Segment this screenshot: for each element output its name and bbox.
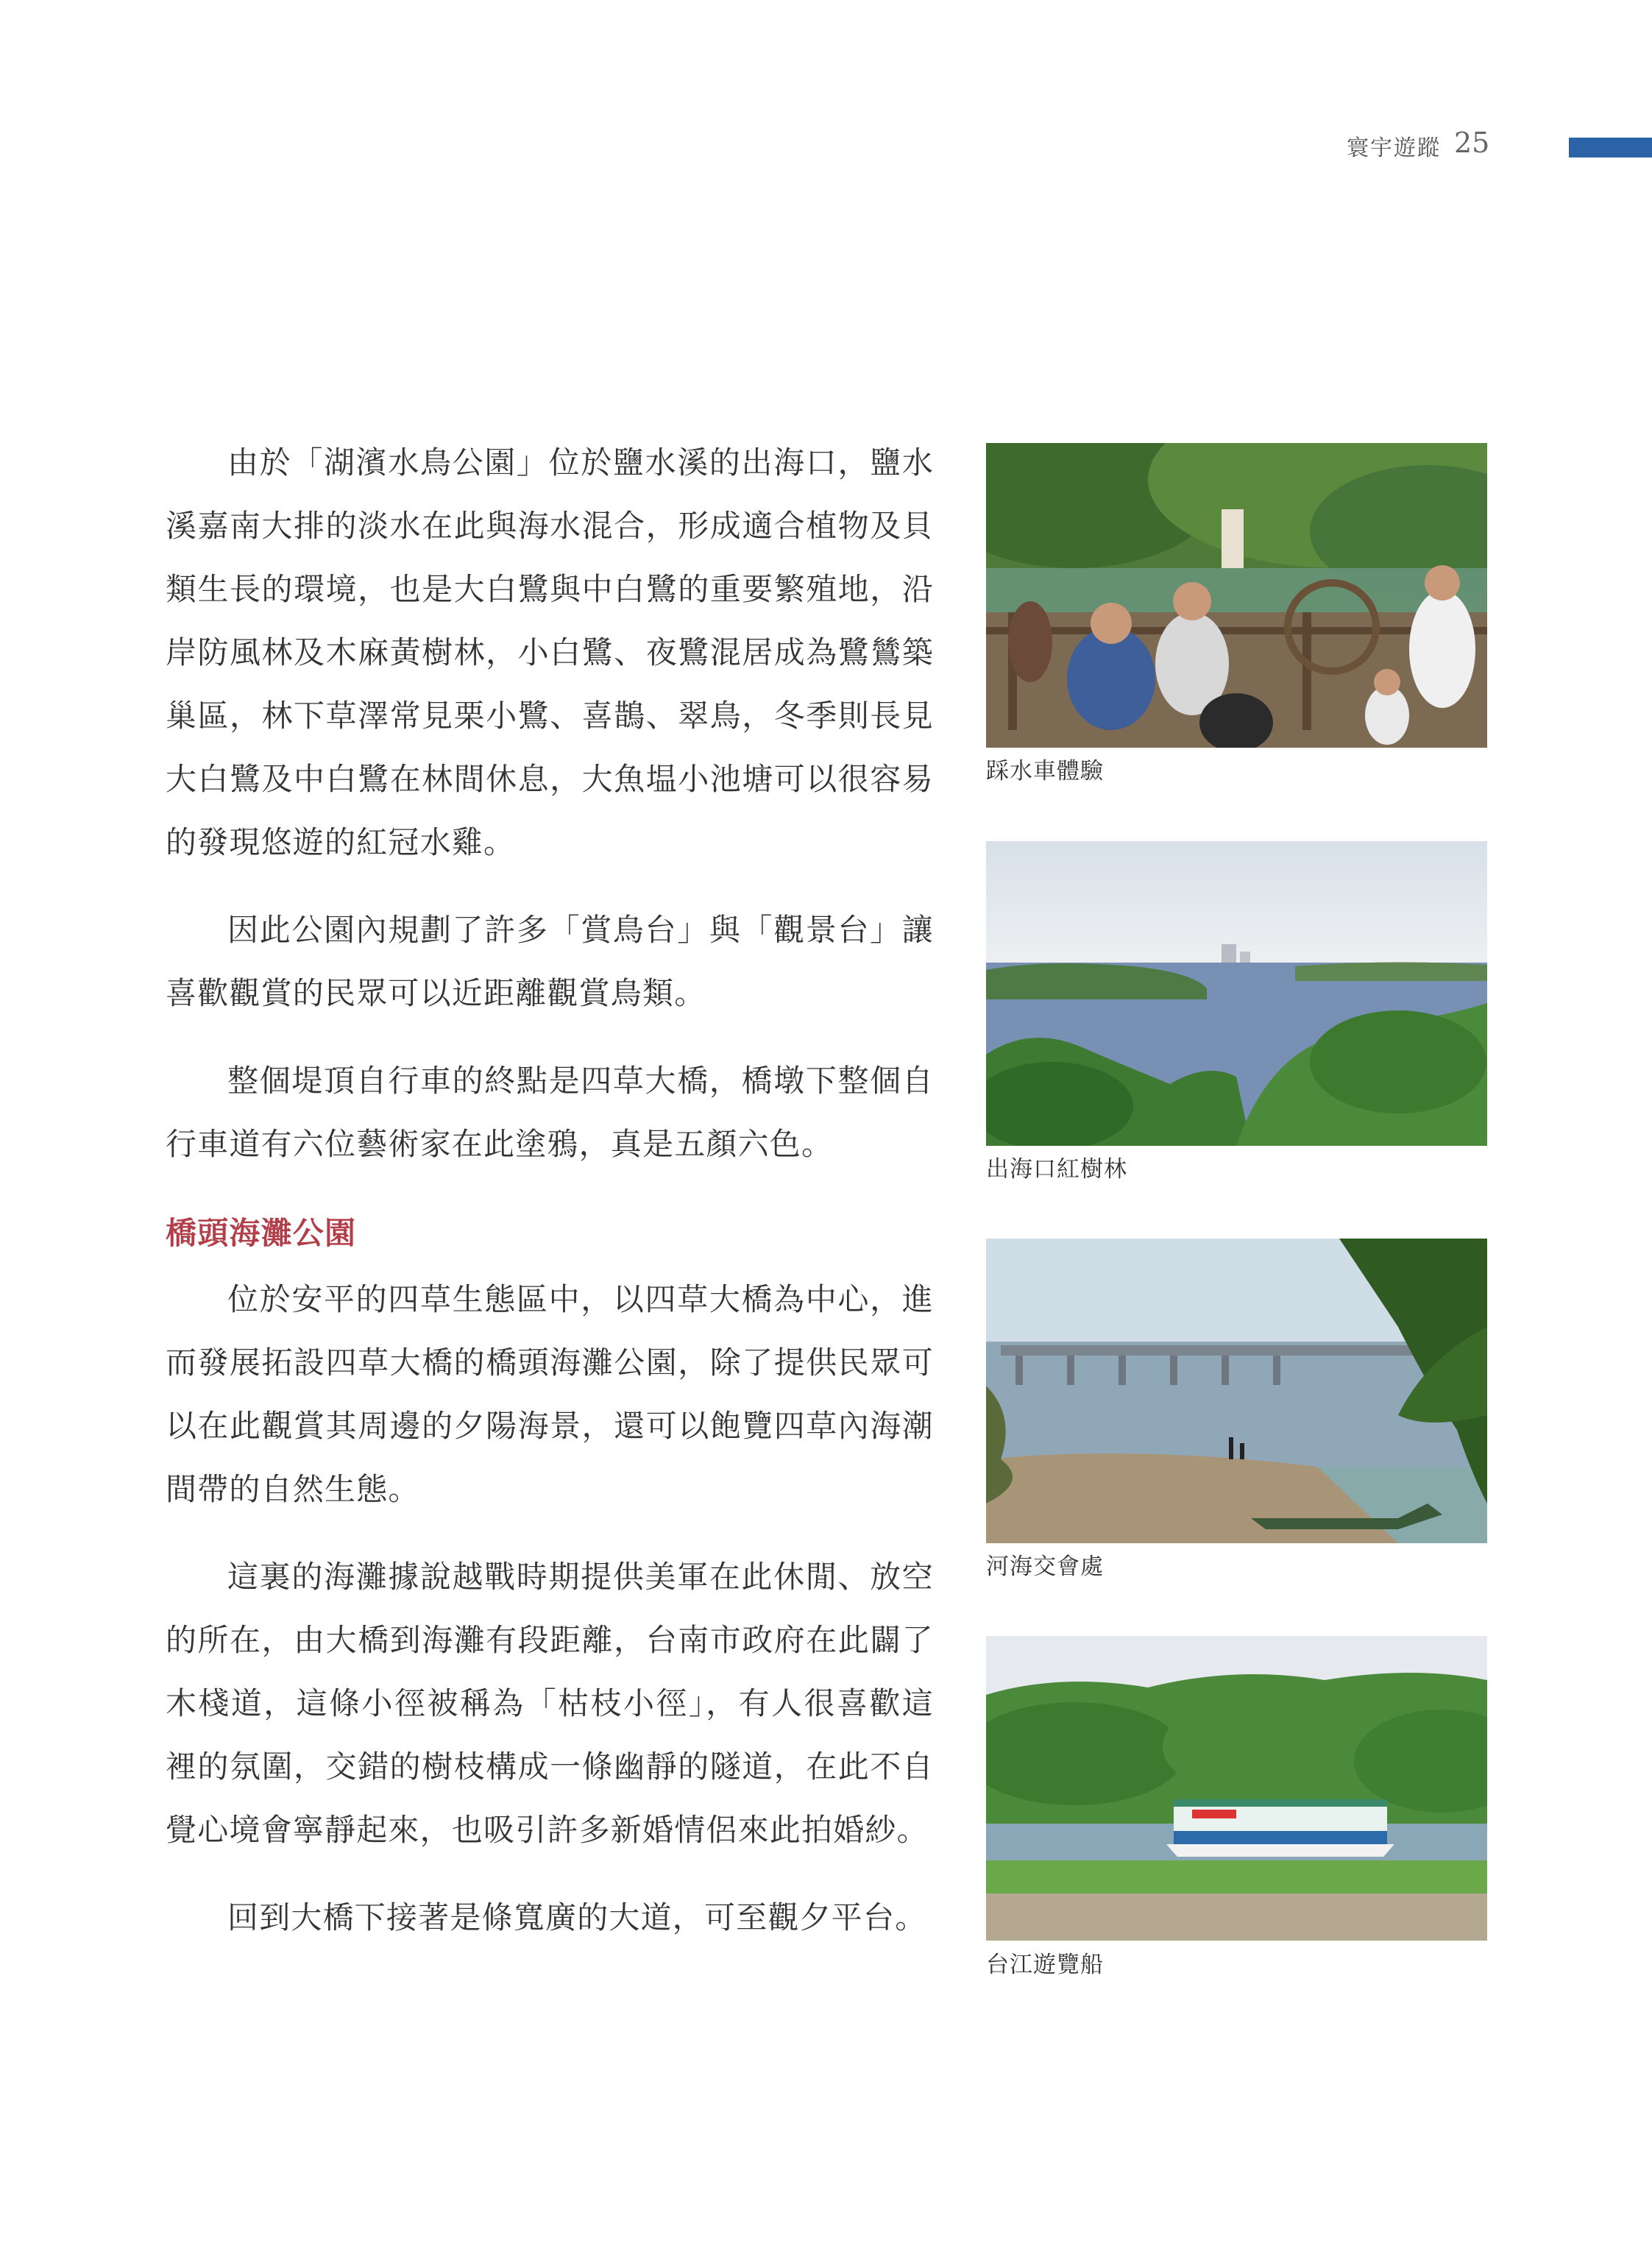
paragraph: 因此公園內規劃了許多「賞鳥台」與「觀景台」讓喜歡觀賞的民眾可以近距離觀賞鳥類。	[166, 912, 934, 1011]
paragraph: 由於「湖濱水鳥公園」位於鹽水溪的出海口，鹽水溪嘉南大排的淡水在此與海水混合，形成適合植物及貝類生長的環境，也是大白鷺與中白鷺的重要繁殖地，沿岸防風林及木麻黃樹林，小白鷺、夜鷺混居成為鷺鷥築巢區，林下草澤常見栗小鷺、喜鵲、翠鳥，冬季則長見大白鷺及中白鷺在林間休息，大魚塭小池塘可以很容易的發現悠遊的紅冠水雞。	[166, 444, 934, 860]
photo-caption: 出海口紅樹林	[986, 1156, 1127, 1183]
photo-mangroves	[986, 841, 1487, 1146]
header-accent-bar	[1569, 138, 1652, 157]
photo-tour-boat	[986, 1636, 1487, 1941]
photo-river-sea	[986, 1239, 1487, 1543]
running-header-title: 寰宇遊蹤	[1347, 135, 1441, 161]
page-number: 25	[1454, 127, 1490, 159]
paragraph: 整個堤頂自行車的終點是四草大橋，橋墩下整個自行車道有六位藝術家在此塗鴉，真是五顏六色。	[166, 1063, 934, 1162]
photo-caption: 河海交會處	[986, 1554, 1104, 1580]
paragraph: 位於安平的四草生態區中，以四草大橋為中心，進而發展拓設四草大橋的橋頭海灘公園，除了提供民眾可以在此觀賞其周邊的夕陽海景，還可以飽覽四草內海潮間帶的自然生態。	[166, 1281, 934, 1507]
paragraph: 回到大橋下接著是條寬廣的大道，可至觀夕平台。	[227, 1899, 927, 1935]
photo-water-wheel	[986, 443, 1487, 748]
paragraph: 這裏的海灘據說越戰時期提供美軍在此休閒、放空的所在，由大橋到海灘有段距離，台南市政府在此闢了木棧道，這條小徑被稱為「枯枝小徑」，有人很喜歡這裡的氛圍，交錯的樹枝構成一條幽靜的隧道，在此不自覺心境會寧靜起來，也吸引許多新婚情侶來此拍婚紗。	[166, 1559, 934, 1848]
photo-caption: 台江遊覽船	[986, 1952, 1104, 1978]
photo-caption: 踩水車體驗	[986, 758, 1104, 784]
body-text-column	[166, 431, 934, 1974]
section-heading: 橋頭海灘公園	[166, 1215, 357, 1251]
